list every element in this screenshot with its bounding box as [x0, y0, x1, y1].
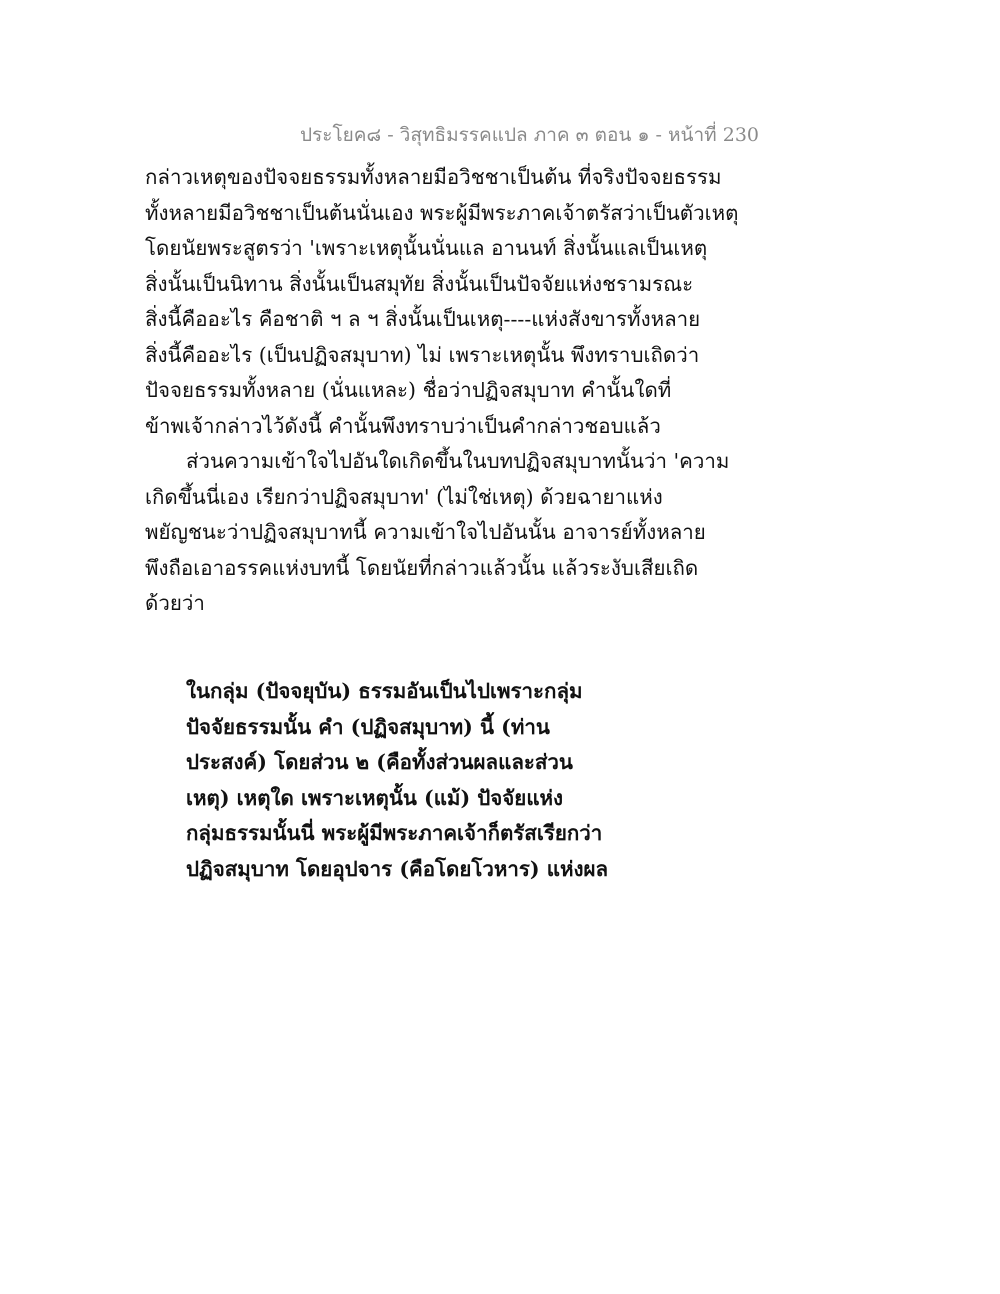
body-line: สิ่งนี้คืออะไร (เป็นปฏิจสมุบาท) ไม่ เพราะเหตุนั้น พึงทราบเถิดว่า [145, 342, 700, 367]
verse-line: ปัจจัยธรรมนั้น คำ (ปฏิจสมุบาท) นี้ (ท่าน [186, 714, 550, 739]
verse-line: ประสงค์) โดยส่วน ๒ (คือทั้งส่วนผลและส่วน [186, 750, 573, 774]
body-line: สิ่งนี้คืออะไร คือชาติ ฯ ล ฯ สิ่งนั้นเป็นเหตุ----แห่งสังขารทั้งหลาย [145, 307, 701, 331]
verse-quote [186, 674, 706, 887]
body-line: สิ่งนั้นเป็นนิทาน สิ่งนั้นเป็นสมุทัย สิ่งนั้นเป็นปัจจัยแห่งชรามรณะ [145, 271, 694, 296]
body-line: ด้วยว่า [145, 591, 205, 615]
body-line: ข้าพเจ้ากล่าวไว้ดังนี้ คำนั้นพึงทราบว่าเป็นคำกล่าวชอบแล้ว [145, 413, 661, 438]
page-header: ประโยค๘ - วิสุทธิมรรคแปล ภาค ๓ ตอน ๑ - หน้าที่ 230 [300, 124, 760, 146]
body-line: เกิดขึ้นนี่เอง เรียกว่าปฏิจสมุบาท' (ไม่ใช่เหตุ) ด้วยฉายาแห่ง [145, 484, 663, 509]
verse-line: ปฏิจสมุบาท โดยอุปจาร (คือโดยโวหาร) แห่งผล [186, 856, 609, 881]
body-line: พึงถือเอาอรรคแห่งบทนี้ โดยนัยที่กล่าวแล้วนั้น แล้วระงับเสียเถิด [145, 555, 699, 580]
paragraph-start-line: ส่วนความเข้าใจไปอันใดเกิดขึ้นในบทปฏิจสมุบาทนั้นว่า 'ความ [186, 449, 730, 473]
body-line: ทั้งหลายมีอวิชชาเป็นต้นนั่นเอง พระผู้มีพระภาคเจ้าตรัสว่าเป็นตัวเหตุ [145, 200, 739, 225]
body-line: พยัญชนะว่าปฏิจสมุบาทนี้ ความเข้าใจไปอันนั้น อาจารย์ทั้งหลาย [145, 520, 706, 544]
body-line: ปัจจยธรรมทั้งหลาย (นั่นแหละ) ชื่อว่าปฏิจสมุบาท คำนั้นใดที่ [145, 378, 672, 402]
verse-line: กลุ่มธรรมนั้นนี่ พระผู้มีพระภาคเจ้าก็ตรัสเรียกว่า [186, 821, 603, 845]
body-line: โดยนัยพระสูตรว่า 'เพราะเหตุนั้นนั่นแล อานนท์ สิ่งนั้นแลเป็นเหตุ [145, 236, 708, 260]
body-text [145, 160, 739, 622]
verse-line: ในกลุ่ม (ปัจจยุบัน) ธรรมอันเป็นไปเพราะกลุ่ม [186, 679, 583, 703]
body-line: กล่าวเหตุของปัจจยธรรมทั้งหลายมีอวิชชาเป็นต้น ที่จริงปัจจยธรรม [145, 165, 722, 189]
verse-line: เหตุ) เหตุใด เพราะเหตุนั้น (แม้) ปัจจัยแห่ง [186, 785, 564, 810]
